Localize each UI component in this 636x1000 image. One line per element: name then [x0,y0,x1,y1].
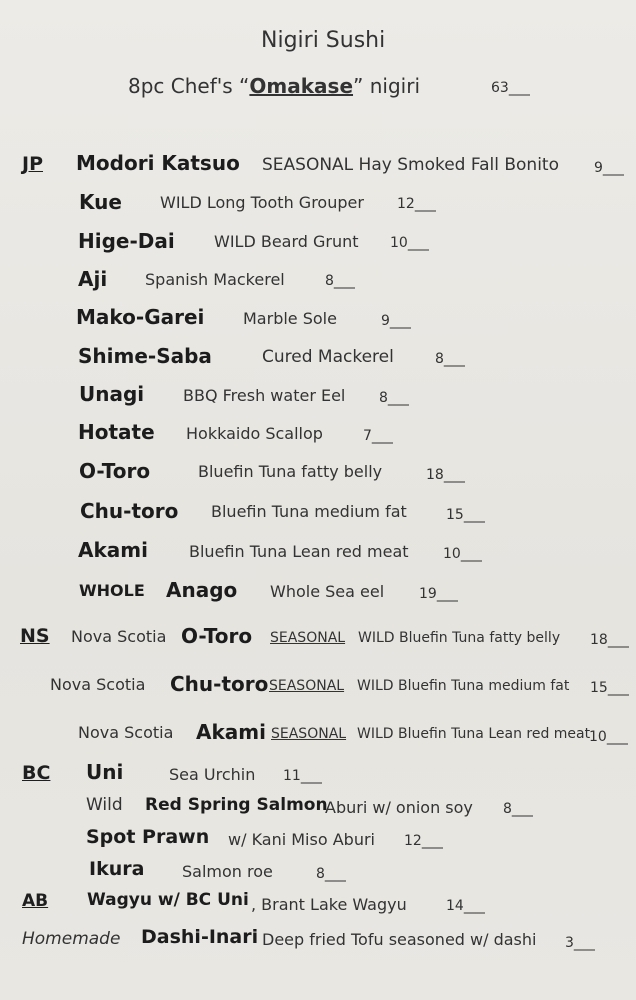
item-desc: WILD Long Tooth Grouper [160,193,364,212]
item-price: 12 ___ [404,833,443,849]
item-name: Wagyu w/ BC Uni [87,890,249,910]
item-name: Chu-toro [170,672,269,696]
item-desc: Hokkaido Scallop [186,424,323,443]
item-desc: Salmon roe [182,862,273,881]
item-desc: SEASONAL Hay Smoked Fall Bonito [262,155,559,175]
item-desc: Spanish Mackerel [145,270,285,289]
item-name: Chu-toro [80,499,179,523]
item-price: 15 ___ [590,680,629,696]
seasonal-tag: SEASONAL [270,630,346,646]
item-price: 8 ___ [435,351,465,367]
item-price: 10 ___ [390,235,429,251]
item-price: 11 ___ [283,768,322,784]
item-price: 3 ___ [565,935,595,951]
region-label-jp: JP [22,153,43,175]
item-desc: Cured Mackerel [262,347,394,367]
item-desc: Bluefin Tuna Lean red meat [189,542,409,561]
item-price: 19 ___ [419,586,458,602]
item-desc: Sea Urchin [169,765,256,784]
item-name: Aji [78,267,108,291]
item-price: 7 ___ [363,428,393,444]
page-title: Nigiri Sushi [261,28,386,53]
item-price: 15 ___ [446,507,485,523]
item-name: Modori Katsuo [76,151,240,175]
wild-prefix: Wild [86,795,123,815]
item-desc: Marble Sole [243,309,337,328]
item-desc: WILD Bluefin Tuna medium fat [357,678,570,694]
item-desc: WILD Bluefin Tuna fatty belly [358,630,561,646]
item-desc: Aburi w/ onion soy [325,798,473,817]
ns-prefix: Nova Scotia [50,675,146,694]
item-desc: Whole Sea eel [270,582,385,601]
item-name: Ikura [89,858,145,880]
item-price: 8 ___ [503,801,533,817]
item-desc: Bluefin Tuna medium fat [211,502,407,521]
omakase-prefix: 8pc Chef's “ [128,74,250,98]
region-label-bc: BC [22,762,51,784]
region-label-ns: NS [20,625,50,647]
item-price: 8 ___ [316,866,346,882]
ns-prefix: Nova Scotia [71,627,167,646]
item-price: 14 ___ [446,898,485,914]
item-name: Hotate [78,420,155,444]
item-desc: BBQ Fresh water Eel [183,386,346,405]
ns-prefix: Nova Scotia [78,723,174,742]
item-price: 18 ___ [590,632,629,648]
item-desc: Bluefin Tuna fatty belly [198,462,383,481]
item-name: Mako-Garei [76,305,205,329]
item-price: 9 ___ [594,160,624,176]
region-label-ab: AB [22,891,49,911]
item-name: Unagi [79,382,145,406]
item-name: Kue [79,190,122,214]
item-desc: WILD Bluefin Tuna Lean red meat [357,726,591,742]
item-name: Akami [78,538,148,562]
omakase-word: Omakase [249,74,354,98]
seasonal-tag: SEASONAL [269,678,345,694]
item-name: Anago [166,578,238,602]
item-name: Akami [196,720,266,744]
item-price: 9 ___ [381,313,411,329]
item-price: 12 ___ [397,196,436,212]
item-name: O-Toro [79,459,151,483]
item-name: Red Spring Salmon [145,795,328,815]
item-price: 10 ___ [443,546,482,562]
item-desc: , Brant Lake Wagyu [251,895,407,914]
item-name: Dashi-Inari [141,926,259,948]
omakase-suffix: ” nigiri [353,74,420,98]
item-price: 8 ___ [379,390,409,406]
item-price: 18 ___ [426,467,465,483]
omakase-line [128,74,420,98]
omakase-price: 63 ___ [491,80,530,96]
seasonal-tag: SEASONAL [271,726,347,742]
item-name: Uni [86,760,124,784]
item-name: Hige-Dai [78,229,175,253]
item-price: 8 ___ [325,273,355,289]
item-prefix: WHOLE [79,581,145,600]
item-price: 10 ___ [589,729,628,745]
item-name: Shime-Saba [78,344,212,368]
item-name: Spot Prawn [86,826,210,848]
item-desc: Deep fried Tofu seasoned w/ dashi [262,930,537,949]
item-desc: w/ Kani Miso Aburi [228,830,375,849]
homemade-prefix: Homemade [22,929,121,949]
item-name: O-Toro [181,624,253,648]
item-desc: WILD Beard Grunt [214,232,359,251]
